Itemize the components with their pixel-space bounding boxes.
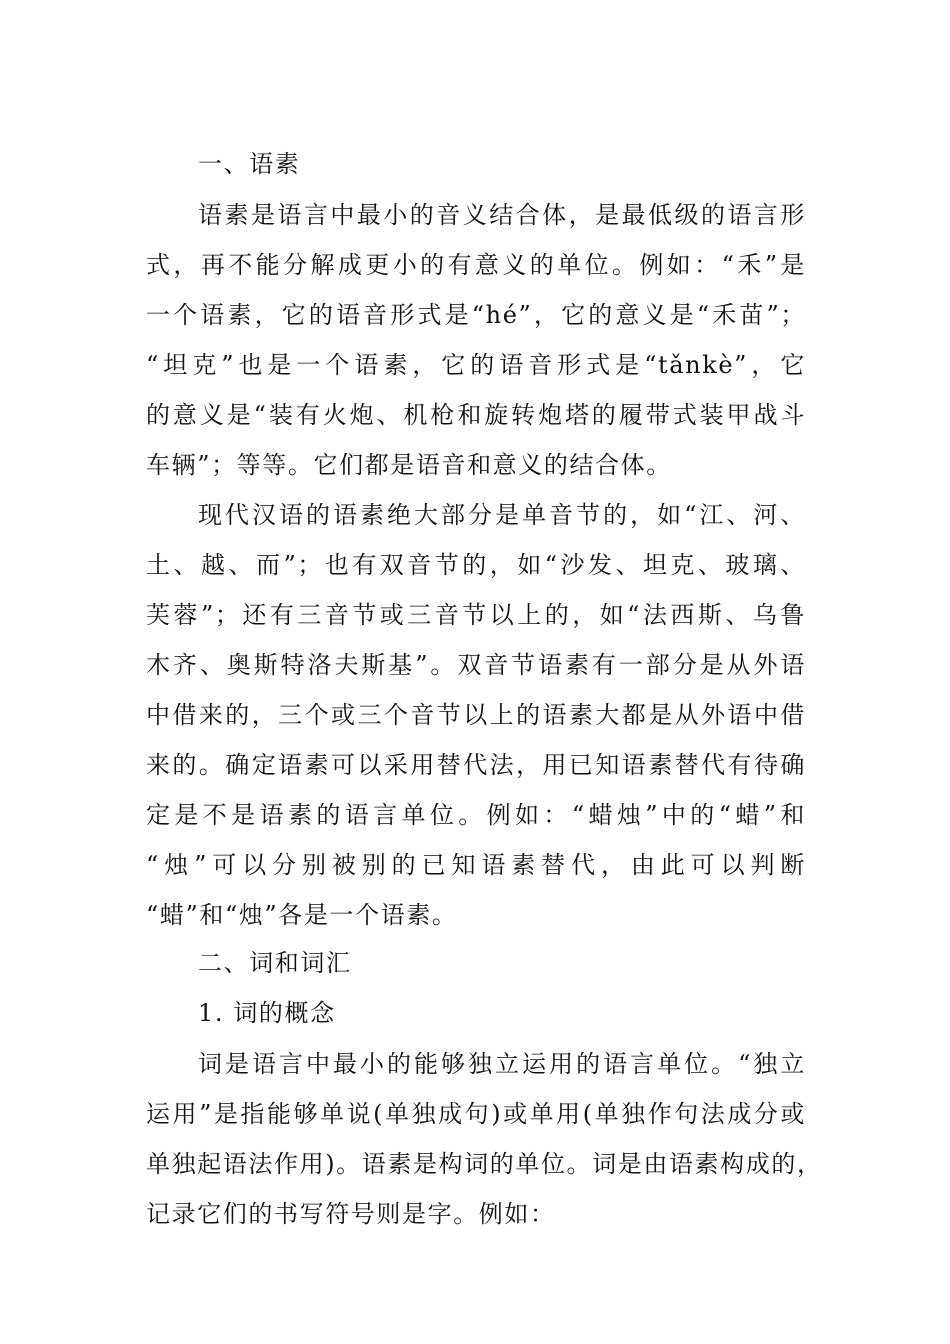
section-heading: 一、语素	[198, 150, 301, 178]
paragraph-line: 运用”是指能够单说(单独成句)或单用(单独作句法成分或	[146, 1100, 806, 1128]
section-heading: 1. 词的概念	[198, 999, 336, 1027]
paragraph-line: 式，再不能分解成更小的有意义的单位。例如：“禾”是	[146, 251, 806, 279]
paragraph-line: “烛”可以分别被别的已知语素替代，由此可以判断	[146, 851, 806, 879]
paragraph-line: 车辆”；等等。它们都是语音和意义的结合体。	[146, 451, 672, 479]
section-heading: 二、词和词汇	[198, 949, 352, 977]
paragraph-line: 的意义是“装有火炮、机枪和旋转炮塔的履带式装甲战斗	[146, 401, 806, 429]
paragraph-line: 现代汉语的语素绝大部分是单音节的，如“江、河、	[198, 501, 806, 529]
paragraph-line: 一个语素，它的语音形式是“hé”，它的意义是“禾苗”；	[146, 301, 806, 329]
paragraph-line: 芙蓉”；还有三音节或三音节以上的，如“法西斯、乌鲁	[146, 601, 806, 629]
paragraph-line: 语素是语言中最小的音义结合体，是最低级的语言形	[198, 201, 806, 229]
paragraph-line: 木齐、奥斯特洛夫斯基”。双音节语素有一部分是从外语	[146, 651, 806, 679]
paragraph-line: 中借来的，三个或三个音节以上的语素大都是从外语中借	[146, 701, 806, 729]
paragraph-line: 来的。确定语素可以采用替代法，用已知语素替代有待确	[146, 751, 806, 779]
paragraph-line: “坦克”也是一个语素，它的语音形式是“tǎnkè”，它	[146, 351, 806, 379]
paragraph-line: 土、越、而”；也有双音节的，如“沙发、坦克、玻璃、	[146, 551, 806, 579]
paragraph-line: 定是不是语素的语言单位。例如：“蜡烛”中的“蜡”和	[146, 801, 806, 829]
paragraph-line: 记录它们的书写符号则是字。例如：	[146, 1200, 556, 1228]
paragraph-line: “蜡”和“烛”各是一个语素。	[146, 901, 458, 929]
paragraph-line: 词是语言中最小的能够独立运用的语言单位。“独立	[198, 1050, 806, 1078]
paragraph-line: 单独起语法作用)。语素是构词的单位。词是由语素构成的，	[146, 1150, 823, 1178]
